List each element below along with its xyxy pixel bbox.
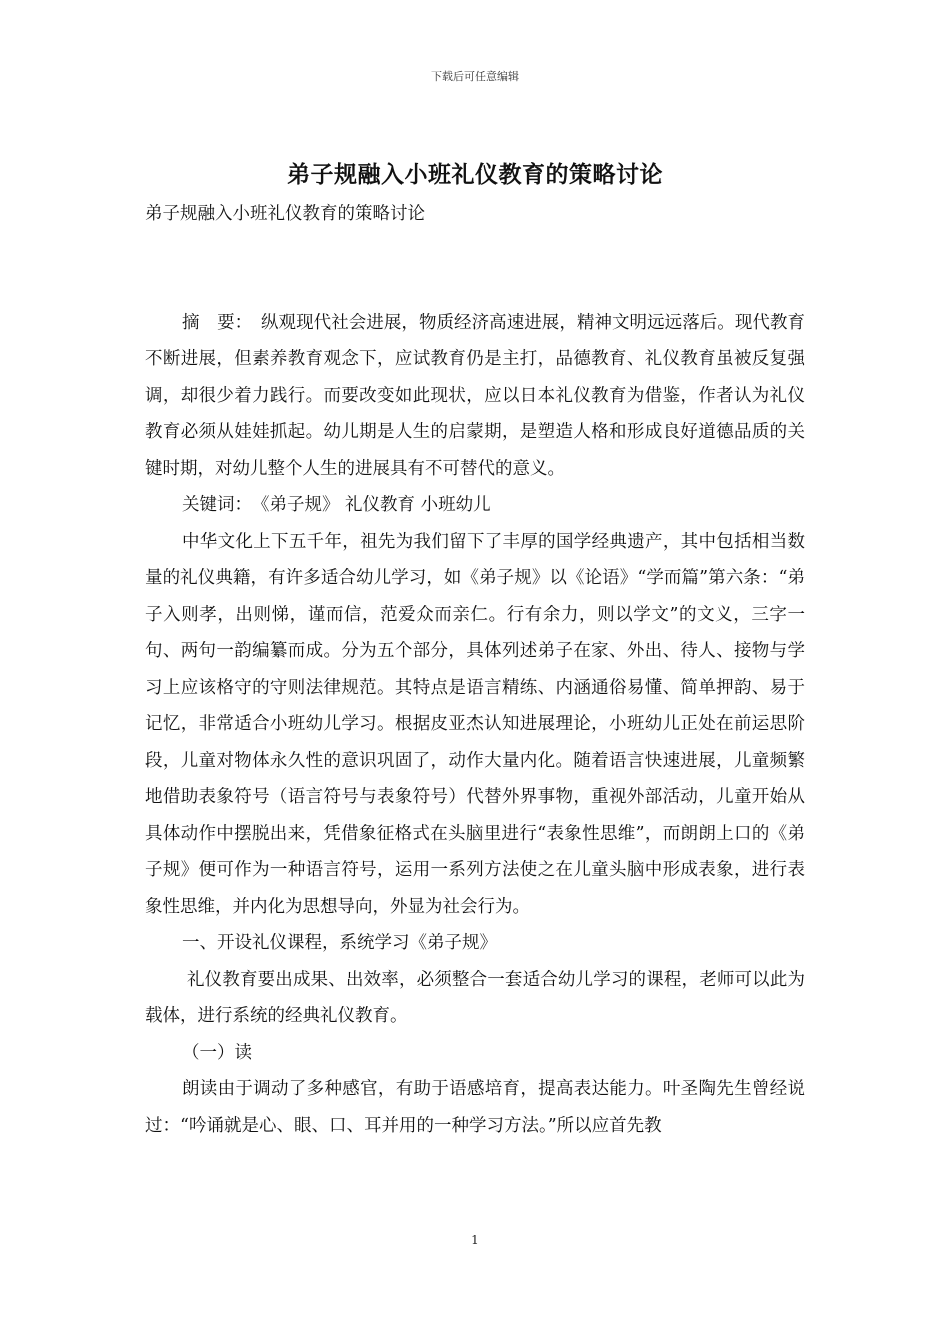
subtitle: 弟子规融入小班礼仪教育的策略讨论 bbox=[145, 204, 425, 224]
blank-line bbox=[145, 233, 805, 269]
document-body bbox=[145, 196, 805, 1144]
keywords-line: 关键词： 《弟子规》 礼仪教育 小班幼儿 bbox=[182, 495, 491, 515]
subsection-heading: （一）读 bbox=[182, 1042, 252, 1063]
abstract-paragraph: 摘 要： 纵观现代社会进展，物质经济高速进展，精神文明远远落后。现代教育不断进展，但素养教育观念下，应试教育仍是主打，品德教育、礼仪教育虽被反复强调，却很少着力践行。而要改变如此现状，应以日本礼仪教育为借鉴，作者认为礼仪教育必须从娃娃抓起。幼儿期是人生的启蒙期，是塑造人格和形成良好道德品质的关键时期，对幼儿整个人生的进展具有不可替代的意义。 bbox=[145, 312, 805, 479]
body-paragraph: 朗读由于调动了多种感官，有助于语感培育，提高表达能力。叶圣陶先生曾经说过：“吟诵就是心、眼、口、耳并用的一种学习方法。”所以应首先教 bbox=[145, 1079, 805, 1136]
body-paragraph: 中华文化上下五千年，祖先为我们留下了丰厚的国学经典遗产，其中包括相当数量的礼仪典籍，有许多适合幼儿学习，如《弟子规》以《论语》“学而篇”第六条：“弟子入则孝，出则悌，谨而信，范爱众而亲仁。行有余力，则以学文”的文义，三字一句、两句一韵编纂而成。分为五个部分，具体列述弟子在家、外出、待人、接物与学习上应该格守的守则法律规范。其特点是语言精练、内涵通俗易懂、简单押韵、易于记忆，非常适合小班幼儿学习。根据皮亚杰认知进展理论，小班幼儿正处在前运思阶段，儿童对物体永久性的意识巩固了，动作大量内化。随着语言快速进展，儿童频繁地借助表象符号（语言符号与表象符号）代替外界事物，重视外部活动，儿童开始从具体动作中摆脱出来，凭借象征格式在头脑里进行“表象性思维”，而朗朗上口的《弟子规》便可作为一种语言符号，运用一系列方法使之在儿童头脑中形成表象，进行表象性思维，并内化为思想导向，外显为社会行为。 bbox=[145, 531, 805, 917]
body-paragraph: 礼仪教育要出成果、出效率，必须整合一套适合幼儿学习的课程，老师可以此为载体，进行系统的经典礼仪教育。 bbox=[145, 969, 805, 1026]
page-number: 1 bbox=[471, 1233, 479, 1247]
section-heading: 一、开设礼仪课程，系统学习《弟子规》 bbox=[182, 933, 497, 953]
header-note: 下载后可任意编辑 bbox=[431, 70, 519, 83]
document-title: 弟子规融入小班礼仪教育的策略讨论 bbox=[287, 161, 663, 188]
blank-line bbox=[145, 269, 805, 305]
